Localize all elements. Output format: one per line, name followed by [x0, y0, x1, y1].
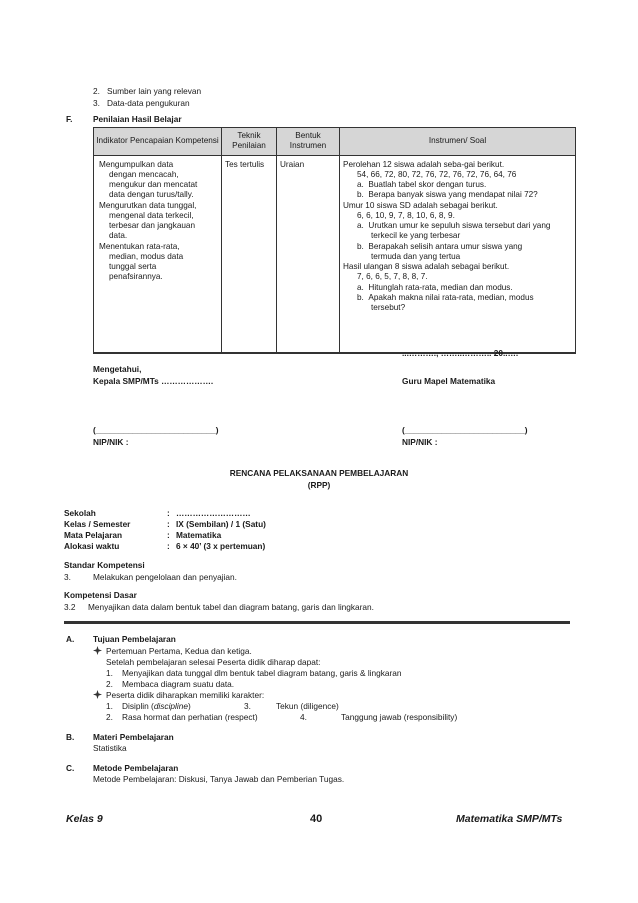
identity-sep: : — [167, 530, 170, 540]
identity-label: Sekolah — [64, 508, 96, 518]
indicator-text: Mengurutkan data tunggal, — [99, 200, 197, 210]
list-num: 1. — [106, 668, 113, 678]
list-num: 3. — [244, 701, 251, 711]
character-3: Tekun (diligence) — [276, 701, 339, 711]
section-a-intro: Setelah pembelajaran selesai Peserta didik diharap dapat: — [106, 657, 321, 667]
character-1 — [122, 701, 191, 712]
sign-right-name: (__________________________) — [402, 425, 528, 435]
item-text: Hitunglah rata-rata, median dan modus. — [368, 282, 513, 292]
sign-teacher-label: Guru Mapel Matematika — [402, 376, 496, 386]
kd-num: 3.2 — [64, 602, 76, 612]
section-c-letter: C. — [66, 763, 75, 773]
footer-right: Matematika SMP/MTs — [456, 813, 563, 825]
list-text: Data-data pengukuran — [107, 98, 190, 108]
indicator-text: data. — [109, 231, 128, 241]
identity-value: ……………………… — [176, 508, 251, 518]
sign-date-line: ...………., ……..……….. 20..…. — [402, 348, 519, 358]
question-block — [343, 201, 572, 263]
identity-value: Matematika — [176, 530, 222, 540]
item-letter: a. — [357, 180, 364, 189]
question-data: 7, 6, 6, 5, 7, 8, 8, 7. — [357, 272, 428, 282]
divider-line — [64, 621, 570, 624]
sk-num: 3. — [64, 572, 71, 582]
character-text-italic: discipline — [153, 701, 188, 711]
diamond-bullet-icon — [93, 646, 102, 658]
question-item — [343, 293, 572, 303]
item-letter: b. — [357, 190, 364, 200]
indicator-text: Menentukan rata-rata, — [99, 241, 180, 251]
indicator-text: Mengumpulkan data — [99, 159, 174, 169]
question-item — [343, 242, 572, 252]
header-soal: Instrumen/ Soal — [340, 128, 576, 156]
kd-text: Menyajikan data dalam bentuk tabel dan diagram batang, garis dan lingkaran. — [88, 602, 374, 612]
indicator-text: median, modus data — [109, 251, 184, 261]
list-num: 4. — [300, 712, 307, 722]
indicator-text: tunggal serta — [109, 262, 157, 271]
identity-label: Alokasi waktu — [64, 541, 120, 551]
item-text: Urutkan umur ke sepuluh siswa tersebut dari yang — [368, 221, 551, 230]
section-c-text: Metode Pembelajaran: Diskusi, Tanya Jawab dan Pemberian Tugas. — [93, 774, 345, 784]
footer-left: Kelas 9 — [66, 813, 103, 825]
question-item — [343, 221, 572, 231]
section-b-title: Materi Pembelajaran — [93, 732, 174, 742]
section-a-title: Tujuan Pembelajaran — [93, 634, 176, 644]
cell-teknik: Tes tertulis — [222, 155, 277, 353]
cell-soal — [340, 155, 576, 353]
identity-value: IX (Sembilan) / 1 (Satu) — [176, 519, 266, 529]
sign-right-nip: NIP/NIK : — [402, 437, 438, 447]
indicator-text: penafsirannya. — [109, 272, 163, 282]
character-text: ) — [187, 701, 191, 711]
item-letter: b. — [357, 292, 364, 302]
question-block — [343, 160, 572, 201]
cell-bentuk: Uraian — [277, 155, 340, 353]
item-text: terkecil ke yang terbesar — [371, 231, 461, 241]
table-header-row — [94, 128, 576, 156]
character-2: Rasa hormat dan perhatian (respect) — [122, 712, 258, 722]
indicator-text: dengan mencacah, — [109, 169, 179, 179]
item-text: Berapakah selisih antara umur siswa yang — [368, 241, 523, 251]
indicator-text: mengukur dan mencatat — [109, 180, 198, 189]
sk-title: Standar Kompetensi — [64, 560, 145, 570]
sk-text: Melakukan pengelolaan dan penyajian. — [93, 572, 237, 582]
list-text: Sumber lain yang relevan — [107, 86, 202, 96]
item-letter: a. — [357, 221, 364, 230]
list-num: 2. — [93, 86, 100, 96]
table-row — [94, 155, 576, 353]
list-item — [93, 86, 202, 97]
page-number: 40 — [310, 813, 323, 825]
sign-acknowledge-label: Mengetahui, — [93, 364, 142, 374]
cell-indikator — [94, 155, 222, 353]
section-b-letter: B. — [66, 732, 75, 742]
section-f-title: Penilaian Hasil Belajar — [93, 114, 182, 124]
assessment-table — [93, 127, 576, 354]
item-letter: a. — [357, 282, 364, 292]
sign-left-name: (__________________________) — [93, 425, 219, 435]
question-item — [343, 283, 572, 293]
question-data: 6, 6, 10, 9, 7, 8, 10, 6, 8, 9. — [357, 210, 455, 220]
diamond-bullet-icon — [93, 690, 102, 702]
character-4: Tanggung jawab (responsibility) — [341, 712, 458, 722]
rpp-subtitle: (RPP) — [307, 480, 331, 490]
question-item — [343, 190, 572, 200]
identity-sep: : — [167, 541, 170, 551]
section-b-text: Statistika — [93, 743, 127, 753]
list-num: 3. — [93, 98, 100, 108]
character-text: Disiplin ( — [122, 701, 154, 711]
indicator-text: data dengan turus/tally. — [109, 190, 194, 200]
section-a-letter: A. — [66, 634, 75, 644]
item-text: Berapa banyak siswa yang mendapat nilai 72? — [368, 190, 538, 200]
question-block — [343, 262, 572, 313]
kd-title: Kompetensi Dasar — [64, 590, 137, 600]
identity-value: 6 × 40’ (3 x pertemuan) — [176, 541, 266, 551]
section-a-bullet2: Peserta didik diharapkan memiliki karakter: — [106, 690, 265, 700]
question-intro: Perolehan 12 siswa adalah seba-gai berikut. — [343, 159, 505, 169]
item-text: termuda dan yang tertua — [371, 251, 461, 261]
header-teknik: Teknik Penilaian — [222, 128, 277, 156]
indicator-item — [99, 242, 218, 283]
header-bentuk: Bentuk Instrumen — [277, 128, 340, 156]
section-c-title: Metode Pembelajaran — [93, 763, 179, 773]
list-num: 1. — [106, 701, 113, 711]
item-text: tersebut? — [371, 303, 406, 312]
list-text: Membaca diagram suatu data. — [122, 679, 235, 689]
item-letter: b. — [357, 241, 364, 251]
list-num: 2. — [106, 712, 113, 722]
sign-principal-label: Kepala SMP/MTs ………………. — [93, 376, 214, 386]
identity-label: Kelas / Semester — [64, 519, 131, 529]
question-intro: Umur 10 siswa SD adalah sebagai berikut. — [343, 200, 498, 210]
rpp-title: RENCANA PELAKSANAAN PEMBELAJARAN — [229, 468, 409, 478]
item-text: Buatlah tabel skor dengan turus. — [368, 180, 487, 189]
question-item — [343, 180, 572, 190]
identity-sep: : — [167, 508, 170, 518]
indicator-text: terbesar dan jangkauan — [109, 221, 196, 230]
question-data: 54, 66, 72, 80, 72, 76, 72, 76, 72, 76, 64, 76 — [357, 169, 517, 179]
list-num: 2. — [106, 679, 113, 689]
question-intro: Hasil ulangan 8 siswa adalah sebagai berikut. — [343, 262, 510, 271]
identity-sep: : — [167, 519, 170, 529]
section-f-letter: F. — [66, 114, 73, 124]
indicator-item — [99, 160, 218, 201]
section-a-bullet1: Pertemuan Pertama, Kedua dan ketiga. — [106, 646, 252, 656]
list-item — [93, 98, 190, 109]
indicator-text: mengenal data terkecil, — [109, 210, 194, 220]
indicator-item — [99, 201, 218, 242]
header-indikator: Indikator Pencapaian Kompetensi — [94, 128, 222, 156]
sign-left-nip: NIP/NIK : — [93, 437, 129, 447]
list-text: Menyajikan data tunggal dlm bentuk tabel diagram batang, garis & lingkaran — [122, 668, 402, 678]
item-text: Apakah makna nilai rata-rata, median, modus — [368, 292, 534, 302]
identity-label: Mata Pelajaran — [64, 530, 123, 540]
